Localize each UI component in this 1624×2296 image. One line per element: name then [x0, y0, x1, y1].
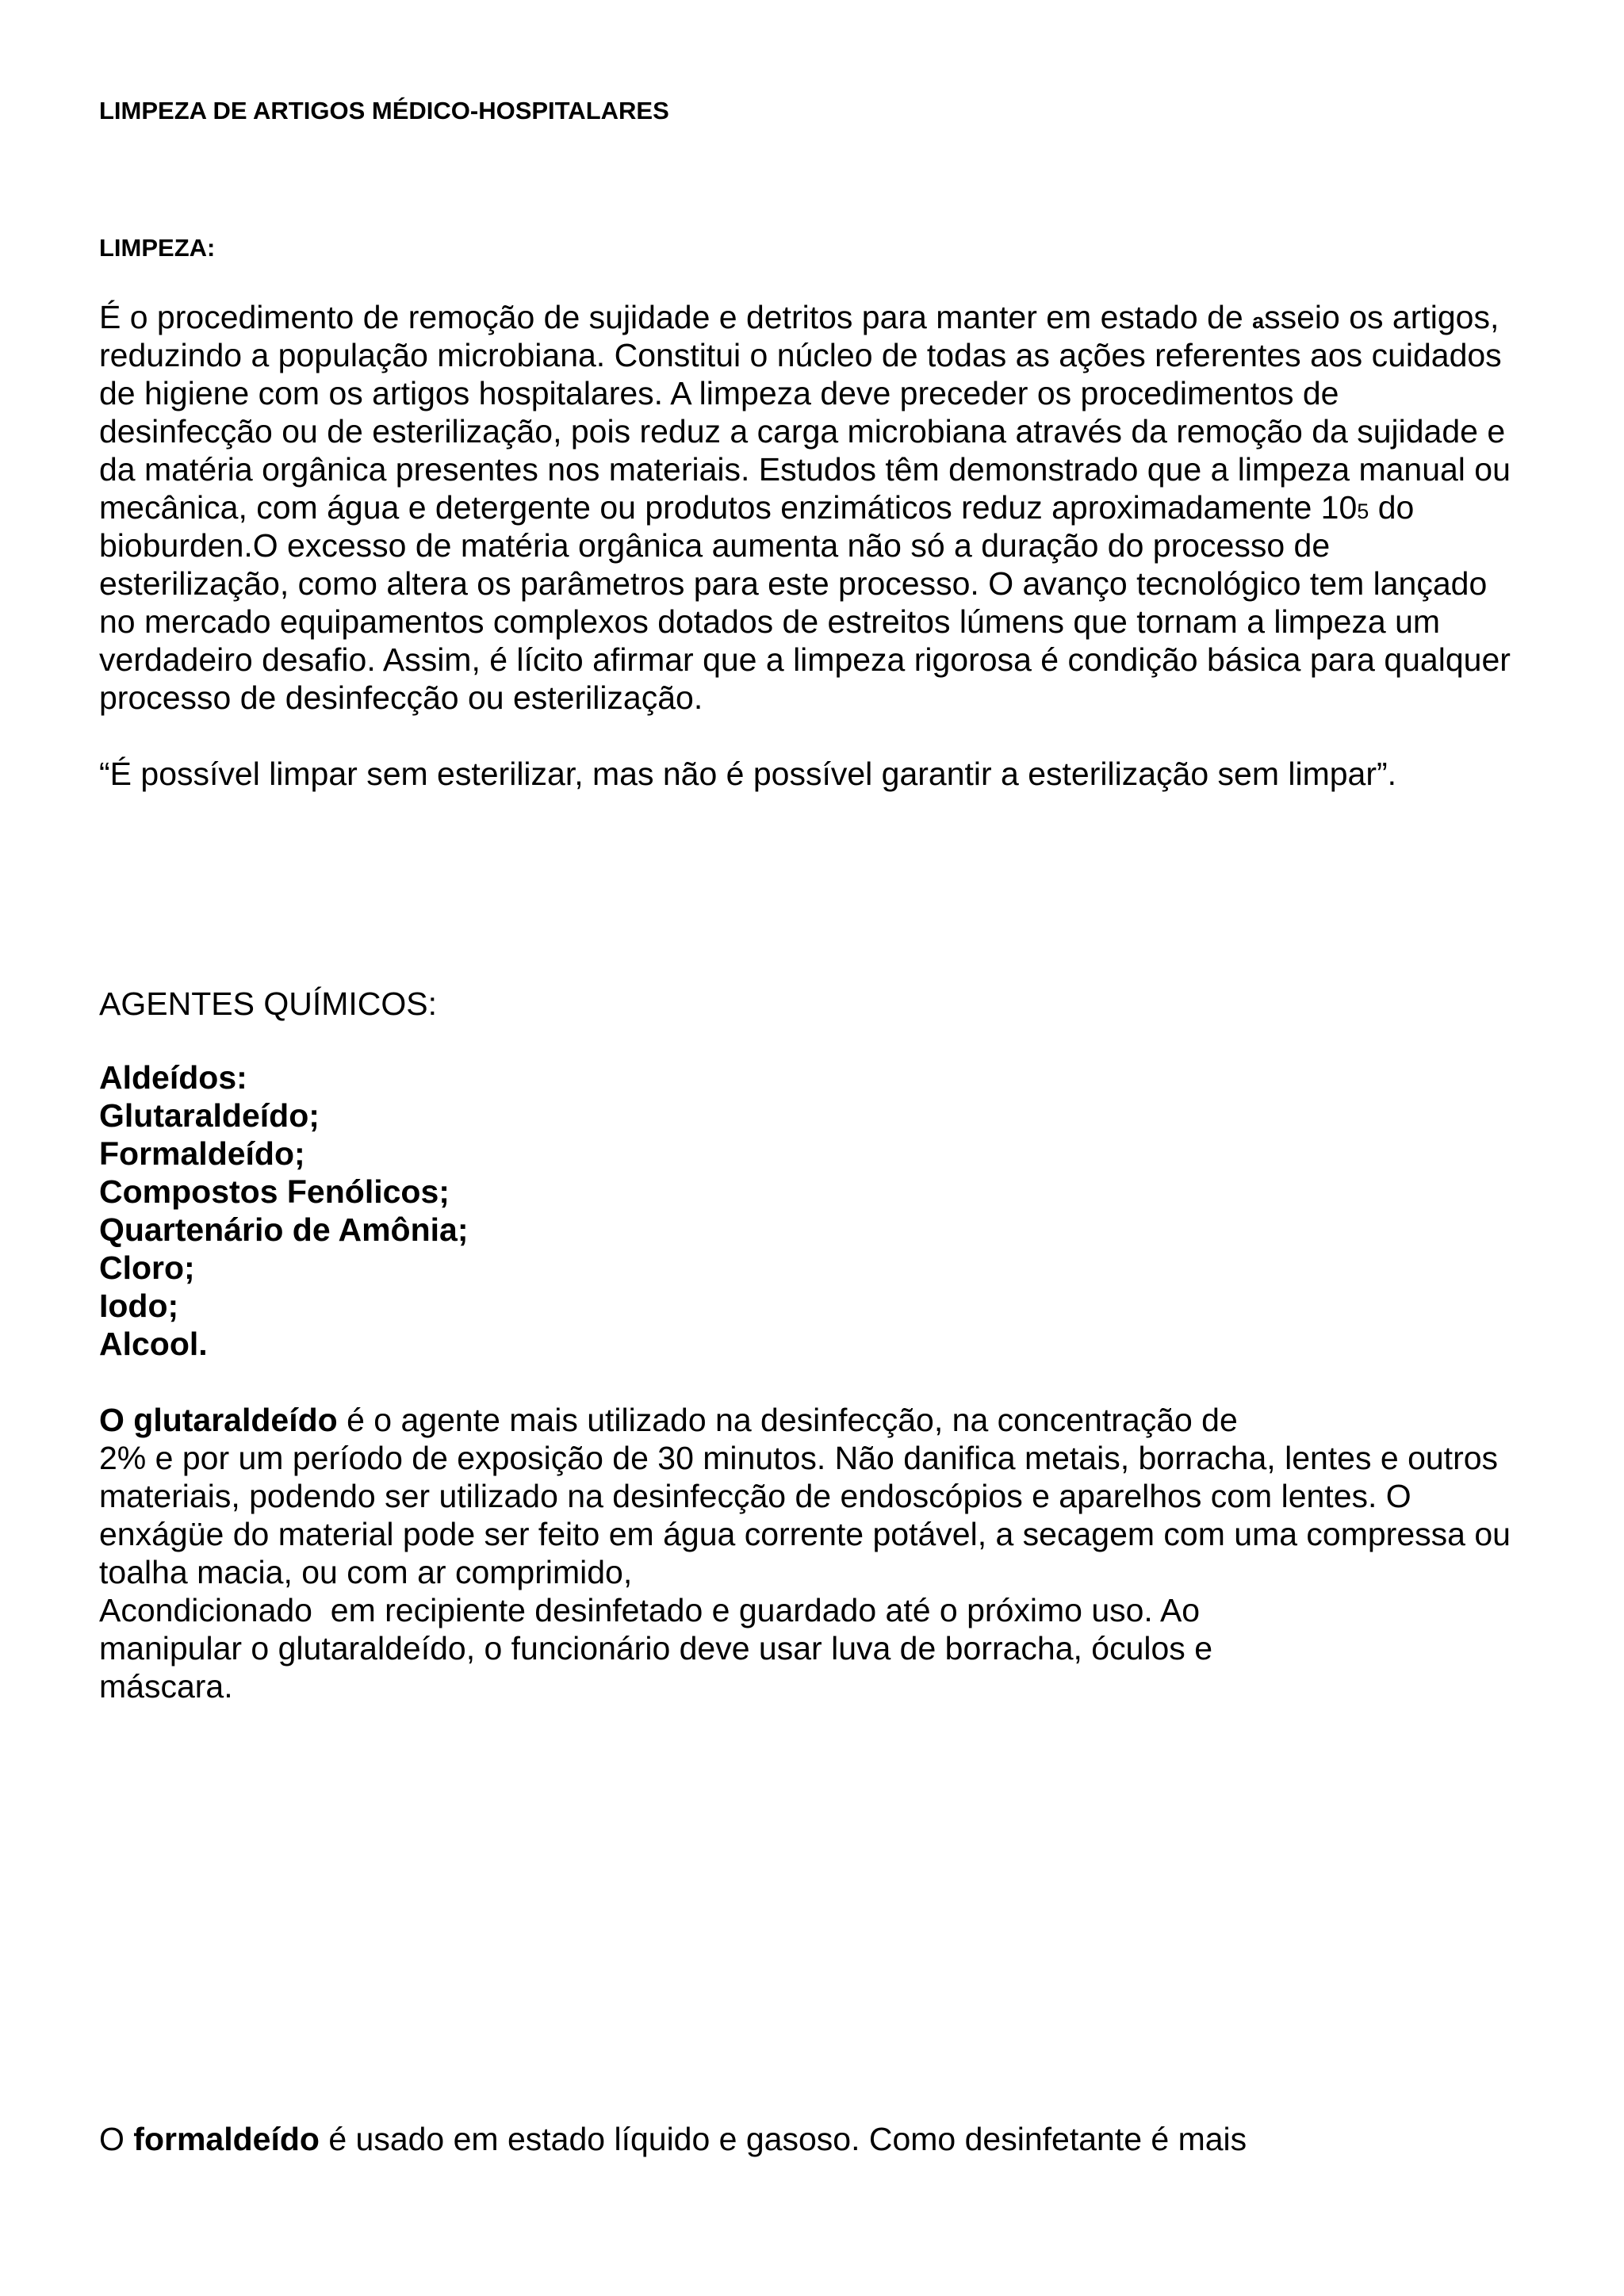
line-text: É o procedimento de remoção de sujidade e detritos para manter em estado de — [99, 299, 1253, 335]
agent-list-item: Glutaraldeído; — [99, 1097, 320, 1134]
paragraph-line — [99, 488, 1511, 526]
exponent-digit: 5 — [1357, 499, 1369, 523]
section-heading-limpeza: LIMPEZA: — [99, 234, 216, 262]
paragraph-line: reduzindo a população microbiana. Constitui o núcleo de todas as ações referentes aos cuidados — [99, 337, 1502, 373]
line-text: do — [1369, 489, 1415, 526]
agent-list-item: Cloro; — [99, 1249, 195, 1286]
paragraph-line: verdadeiro desafio. Assim, é lícito afirmar que a limpeza rigorosa é condição básica para qualquer — [99, 641, 1511, 678]
paragraph-line: materiais, podendo ser utilizado na desinfecção de endoscópios e aparelhos com lentes. O — [99, 1478, 1411, 1514]
limpeza-quote: “É possível limpar sem esterilizar, mas não é possível garantir a esterilização sem limpar”. — [99, 756, 1397, 792]
paragraph-line — [99, 298, 1511, 336]
document-title: LIMPEZA DE ARTIGOS MÉDICO-HOSPITALARES — [99, 97, 669, 124]
section-heading-agentes: AGENTES QUÍMICOS: — [99, 985, 437, 1022]
paragraph-line: bioburden.O excesso de matéria orgânica aumenta não só a duração do processo de — [99, 527, 1331, 564]
agent-list-item: Iodo; — [99, 1288, 179, 1324]
paragraph-line: desinfecção ou de esterilização, pois reduz a carga microbiana através da remoção da sujidade e — [99, 413, 1506, 450]
paragraph-line — [99, 1401, 1511, 1439]
paragraph-line: manipular o glutaraldeído, o funcionário deve usar luva de borracha, óculos e — [99, 1630, 1212, 1667]
paragraph-line: de higiene com os artigos hospitalares. A limpeza deve preceder os procedimentos de — [99, 375, 1339, 411]
agent-list-item: Compostos Fenólicos; — [99, 1173, 450, 1210]
bold-term: formaldeído — [133, 2121, 320, 2157]
line-text: é usado em estado líquido e gasoso. Como desinfetante é mais — [319, 2121, 1247, 2157]
agent-list-item: Formaldeído; — [99, 1135, 305, 1172]
paragraph-line: processo de desinfecção ou esterilização. — [99, 679, 703, 716]
glutaraldeido-paragraph — [99, 1401, 1511, 1705]
agent-list-item: Alcool. — [99, 1326, 208, 1362]
paragraph-line: enxágüe do material pode ser feito em água corrente potável, a secagem com uma compressa ou — [99, 1516, 1511, 1552]
limpeza-paragraph — [99, 298, 1511, 717]
agent-list-item: Aldeídos: — [99, 1059, 247, 1096]
paragraph-line: esterilização, como altera os parâmetros para este processo. O avanço tecnológico tem lançado — [99, 565, 1488, 602]
line-text: mecânica, com água e detergente ou produtos enzimáticos reduz aproximadamente 10 — [99, 489, 1358, 526]
paragraph-line: Acondicionado em recipiente desinfetado e guardado até o próximo uso. Ao — [99, 1592, 1201, 1628]
agent-list-item: Quartenário de Amônia; — [99, 1211, 469, 1248]
line-text: O — [99, 2121, 134, 2157]
small-letter: a — [1252, 309, 1265, 333]
formaldeido-paragraph — [99, 2120, 1247, 2158]
paragraph-line: toalha macia, ou com ar comprimido, — [99, 1554, 633, 1590]
paragraph-line: 2% e por um período de exposição de 30 minutos. Não danifica metais, borracha, lentes e outros — [99, 1440, 1499, 1476]
paragraph-line: da matéria orgânica presentes nos materiais. Estudos têm demonstrado que a limpeza manual ou — [99, 451, 1511, 488]
agent-list — [99, 1058, 469, 1363]
paragraph-line: no mercado equipamentos complexos dotados de estreitos lúmens que tornam a limpeza um — [99, 603, 1441, 640]
bold-term: O glutaraldeído — [99, 1402, 338, 1438]
line-text: é o agente mais utilizado na desinfecção, na concentração de — [337, 1402, 1238, 1438]
paragraph-line: máscara. — [99, 1668, 233, 1705]
line-text: sseio os artigos, — [1264, 299, 1500, 335]
